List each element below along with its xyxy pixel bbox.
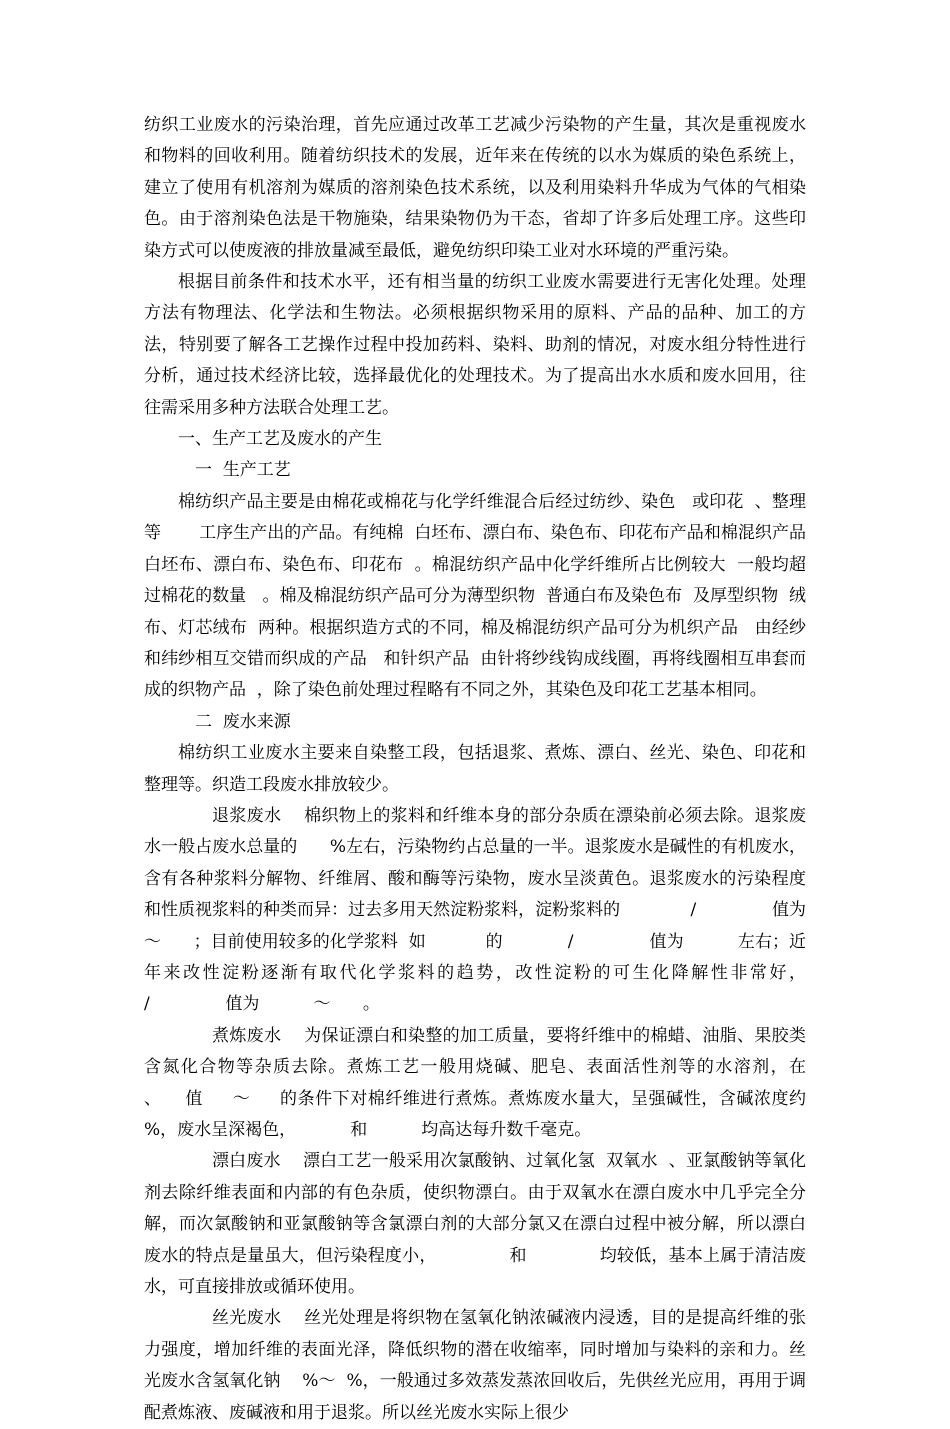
paragraph-desizing-wastewater: 退浆废水 棉织物上的浆料和纤维本身的部分杂质在漂染前必须去除。退浆废水一般占废水总量的 %左右，污染物约占总量的一半。退浆废水是碱性的有机废水，含有各种浆料分解物、纤维屑、酸和酶等污染物，废水呈淡黄色。退浆废水的污染程度和性质视浆料的种类而异：过去多用天然淀粉浆料，淀粉浆料的 / 值为 ～ ；目前使用较多的化学浆料 如 的 / 值为 左右；近年来改性淀粉逐渐有取代化学浆料的趋势，改性淀粉的可生化降解性非常好， / 值为 ～ 。: [144, 805, 893, 1015]
sub-heading-wastewater-source: 二 废水来源: [195, 711, 291, 732]
document-page: [144, 110, 893, 1429]
paragraph-bleaching-wastewater: 漂白废水 漂白工艺一般采用次氯酸钠、过氧化氢 双氧水 、亚氯酸钠等氧化剂去除纤维表面和内部的有色杂质，使织物漂白。由于双氧水在漂白废水中几乎完全分解，而次氯酸钠和亚氯酸钠等含氯漂白剂的大部分氯又在漂白过程中被分解，所以漂白废水的特点是量虽大，但污染程度小， 和 均较低，基本上属于清洁废水，可直接排放或循环使用。: [144, 1151, 806, 1298]
paragraph-wastewater-source: 棉纺织工业废水主要来自染整工段，包括退浆、煮炼、漂白、丝光、染色、印花和整理等。织造工段废水排放较少。: [144, 743, 806, 795]
paragraph-intro: 纺织工业废水的污染治理，首先应通过改革工艺减少污染物的产生量，其次是重视废水和物料的回收利用。随着纺织技术的发展，近年来在传统的以水为媒质的染色系统上，建立了使用有机溶剂为媒质的溶剂染色技术系统，以及利用染料升华成为气体的气相染色。由于溶剂染色法是干物施染，结果染物仍为干态，省却了许多后处理工序。这些印染方式可以使废液的排放量减至最低，避免纺织印染工业对水环境的严重污染。: [144, 115, 806, 261]
section-heading-production: 一、生产工艺及废水的产生: [178, 429, 382, 450]
paragraph-mercerizing-wastewater: 丝光废水 丝光处理是将织物在氢氧化钠浓碱液内浸透，目的是提高纤维的张力强度，增加纤维的表面光泽，降低织物的潜在收缩率，同时增加与染料的亲和力。丝光废水含氢氧化钠 %～ %，一般通过多效蒸发蒸浓回收后，先供丝光应用，再用于调配煮炼液、废碱液和用于退浆。所以丝光废水实际上很少: [144, 1308, 806, 1423]
paragraph-cotton-products: 棉纺织产品主要是由棉花或棉花与化学纤维混合后经过纺纱、染色 或印花 、整理等 工序生产出的产品。有纯棉 白坯布、漂白布、染色布、印花布产品和棉混织产品 白坯布、漂白布、染色布、印花布 。棉混纺织产品中化学纤维所占比例较大 一般均超过棉花的数量 。棉及棉混纺织产品可分为薄型织物 普通白布及染色布 及厚型织物 绒布、灯芯绒布 两种。根据织造方式的不同，棉及棉混纺织产品可分为机织产品 由经纱和纬纱相互交错而织成的产品 和针织产品 由针将纱线钩成线圈，再将线圈相互串套而成的织物产品 ，除了染色前处理过程略有不同之外，其染色及印花工艺基本相同。: [144, 491, 817, 701]
sub-heading-process: 一 生产工艺: [195, 460, 291, 481]
paragraph-scouring-wastewater: 煮炼废水 为保证漂白和染整的加工质量，要将纤维中的棉蜡、油脂、果胶类含氮化合物等杂质去除。煮炼工艺一般用烧碱、肥皂、表面活性剂等的水溶剂，在 、 值 ～ 的条件下对棉纤维进行煮炼。煮炼废水量大，呈强碱性，含碱浓度约 %，废水呈深褐色， 和 均高达每升数千毫克。: [144, 1025, 866, 1140]
paragraph-treatment: 根据目前条件和技术水平，还有相当量的纺织工业废水需要进行无害化处理。处理方法有物理法、化学法和生物法。必须根据织物采用的原料、产品的品种、加工的方法，特别要了解各工艺操作过程中投加药料、染料、助剂的情况，对废水组分特性进行分析，通过技术经济比较，选择最优化的处理技术。为了提高出水水质和废水回用，往往需采用多种方法联合处理工艺。: [144, 272, 806, 418]
